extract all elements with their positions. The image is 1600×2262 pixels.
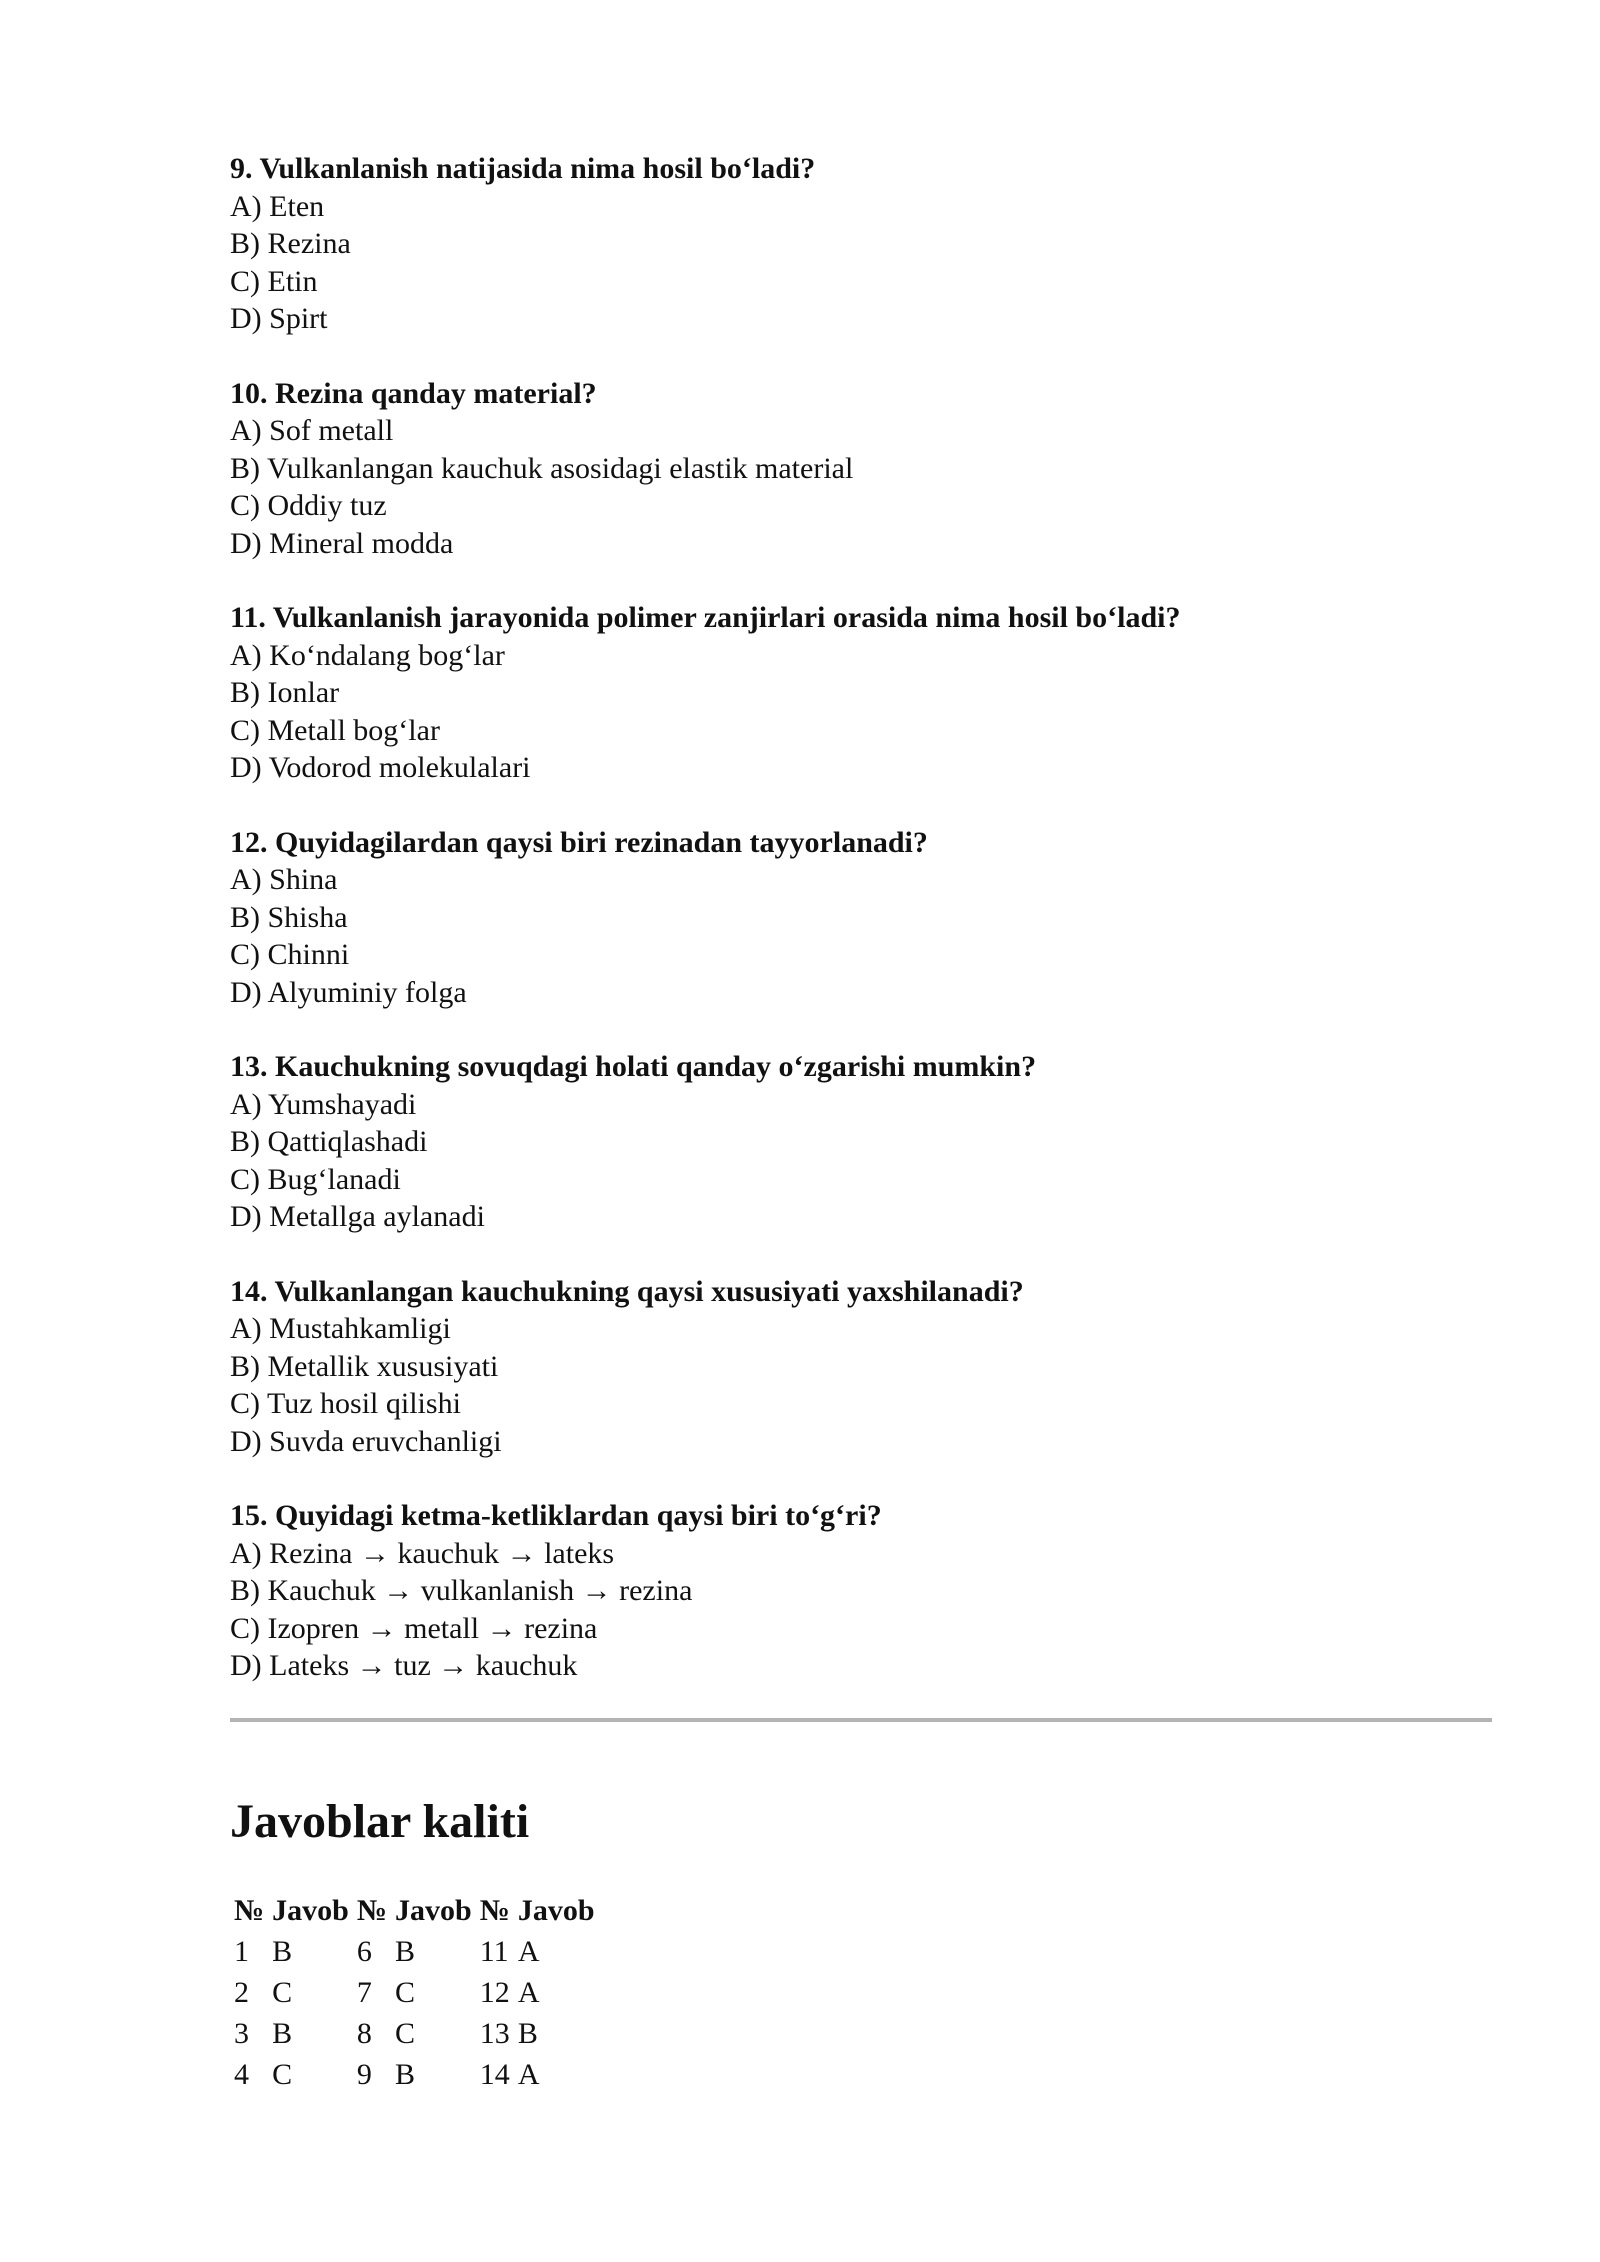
table-row [230,1972,599,2013]
option-d: D) Suvda eruvchanligi [230,1424,502,1458]
question-10 [230,375,1492,563]
question-title: 15. Quyidagi ketma-ketliklardan qaysi biri toʻgʻri? [230,1499,882,1532]
question-15 [230,1497,1492,1685]
question-number: 14 [479,2057,510,2091]
option-b: B) Kauchuk → vulkanlanish → rezina [230,1574,693,1607]
question-number: 2 [234,1975,249,2009]
option-c: C) Etin [230,264,318,298]
answer-letter: C [272,1975,293,2009]
answer-letter: A [517,2057,540,2091]
option-b: B) Metallik xususiyati [230,1349,499,1383]
option-a: A) Mustahkamligi [230,1312,451,1345]
table-row [230,2054,599,2095]
option-a: A) Koʻndalang bogʻlar [230,638,505,672]
answer-letter: A [517,1975,540,2009]
question-12 [230,824,1492,1012]
option-b: B) Ionlar [230,676,340,709]
question-number: 12 [479,1975,510,2009]
answer-key-heading: Javoblar kaliti [230,1795,530,1848]
option-a: A) Eten [230,189,325,223]
answer-letter: B [272,1934,293,1968]
header-number: № [356,1893,387,1927]
answer-letter: B [395,1934,416,1968]
option-b: B) Vulkanlangan kauchuk asosidagi elastik material [230,451,854,485]
option-c: C) Metall bogʻlar [230,713,440,747]
header-answer: Javob [517,1893,595,1927]
option-c: C) Tuz hosil qilishi [230,1387,461,1420]
option-a: A) Yumshayadi [230,1087,417,1121]
table-row [230,1931,599,1972]
option-a: A) Shina [230,863,338,896]
header-answer: Javob [272,1893,349,1927]
question-title: 11. Vulkanlanish jarayonida polimer zanjirlari orasida nima hosil boʻladi? [230,601,1181,634]
question-title: 10. Rezina qanday material? [230,376,597,410]
option-c: C) Bugʻlanadi [230,1162,401,1196]
header-answer: Javob [395,1893,472,1927]
answer-key-header-row [230,1890,599,1931]
header-number: № [234,1893,265,1927]
table-row [230,2013,599,2054]
questions-section [230,150,1492,1722]
answer-letter: B [517,2016,538,2050]
option-d: D) Mineral modda [230,526,454,560]
question-14 [230,1273,1492,1461]
question-number: 4 [234,2057,249,2091]
question-title: 12. Quyidagilardan qaysi biri rezinadan tayyorlanadi? [230,825,928,859]
question-number: 1 [234,1934,249,1968]
question-11 [230,599,1492,787]
option-a: A) Rezina → kauchuk → lateks [230,1536,615,1570]
question-number: 9 [356,2057,372,2091]
answer-letter: C [272,2057,293,2091]
question-number: 3 [234,2016,249,2050]
option-d: D) Lateks → tuz → kauchuk [230,1649,578,1682]
question-title: 9. Vulkanlanish natijasida nima hosil boʻladi? [230,152,816,185]
question-number: 6 [356,1934,372,1968]
question-13 [230,1048,1492,1236]
section-divider [230,1718,1492,1722]
option-c: C) Chinni [230,938,350,971]
question-title: 13. Kauchukning sovuqdagi holati qanday oʻzgarishi mumkin? [230,1050,1037,1083]
answer-letter: B [272,2016,293,2050]
option-c: C) Oddiy tuz [230,489,387,522]
answer-letter: C [395,2016,416,2050]
option-d: D) Metallga aylanadi [230,1200,485,1233]
option-a: A) Sof metall [230,414,394,447]
answer-letter: C [395,1975,416,2009]
question-9 [230,150,1492,338]
option-d: D) Spirt [230,302,328,335]
answer-letter: B [395,2057,416,2091]
header-number: № [479,1893,510,1927]
question-number: 7 [356,1975,372,2009]
option-b: B) Rezina [230,227,351,260]
option-b: B) Qattiqlashadi [230,1125,428,1158]
question-title: 14. Vulkanlangan kauchukning qaysi xususiyati yaxshilanadi? [230,1274,1024,1308]
answer-letter: A [517,1934,540,1968]
question-number: 11 [479,1934,509,1968]
option-d: D) Alyuminiy folga [230,975,467,1009]
option-d: D) Vodorod molekulalari [230,751,531,784]
question-number: 8 [356,2016,372,2050]
option-b: B) Shisha [230,900,348,934]
answer-key-table [230,1890,599,2095]
question-number: 13 [479,2016,510,2050]
option-c: C) Izopren → metall → rezina [230,1611,598,1645]
